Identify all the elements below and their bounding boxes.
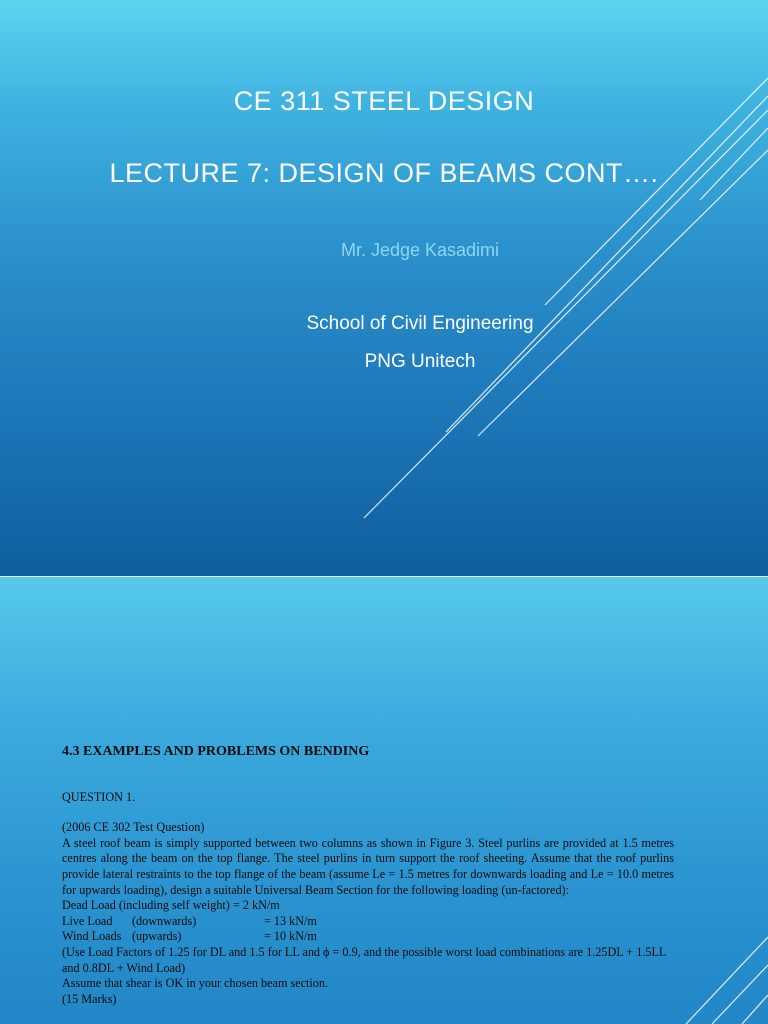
- deco-line: [712, 965, 768, 1024]
- content-slide: [0, 577, 768, 1024]
- question-document: [62, 744, 674, 1007]
- school-name: School of Civil Engineering: [306, 313, 534, 334]
- wind-load-value: = 10 kN/m: [264, 929, 317, 944]
- load-factors-note: (Use Load Factors of 1.25 for DL and 1.5 for LL and ϕ = 0.9, and the possible worst load combinations are 1.25DL + 1.5LL and 0.8DL + Wind Load): [62, 944, 666, 975]
- section-heading: 4.3 EXAMPLES AND PROBLEMS ON BENDING: [62, 744, 370, 759]
- live-load-direction: (downwards): [132, 913, 197, 928]
- question-source: (2006 CE 302 Test Question): [62, 820, 205, 835]
- live-load-line: [62, 914, 674, 930]
- deco-line: [478, 150, 768, 436]
- lecture-title: LECTURE 7: DESIGN OF BEAMS CONT….: [109, 158, 659, 188]
- marks-note: (15 Marks): [62, 991, 117, 1006]
- live-load-label: Live Load: [62, 913, 113, 928]
- wind-load-direction: (upwards): [132, 929, 182, 944]
- deco-line: [446, 96, 768, 432]
- wind-load-label: Wind Loads: [62, 929, 122, 944]
- live-load-value: = 13 kN/m: [264, 913, 317, 928]
- presenter-name: Mr. Jedge Kasadimi: [340, 240, 500, 260]
- deco-line: [686, 937, 768, 1024]
- course-title: CE 311 STEEL DESIGN: [233, 86, 535, 116]
- question-label: QUESTION 1.: [62, 789, 136, 804]
- wind-load-line: [62, 929, 674, 945]
- dead-load-line: Dead Load (including self weight) = 2 kN/m: [62, 898, 280, 913]
- question-body: A steel roof beam is simply supported between two columns as shown in Figure 3. Steel purlins are provided at 1.5 metres centres along the beam on the top flange. The steel purlins in turn support the roof sheeting. Assume that the roof purlins provide lateral restraints to the top flange of the beam (assume Le = 1.5 metres for downwards loading and Le = 10.0 metres for upwards loading), design a suitable Universal Beam Section for the following loading (un-factored):: [62, 835, 674, 897]
- shear-note: Assume that shear is OK in your chosen beam section.: [62, 976, 329, 991]
- deco-line: [742, 995, 768, 1024]
- institution-name: PNG Unitech: [364, 351, 476, 372]
